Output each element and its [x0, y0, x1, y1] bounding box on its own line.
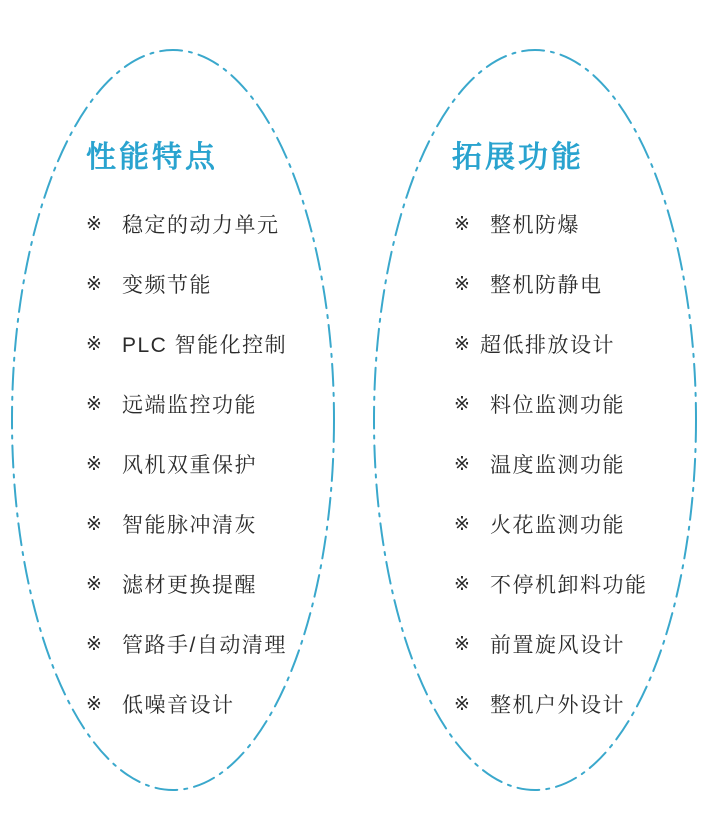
bullet-icon: ※: [454, 633, 470, 655]
list-item: [86, 314, 287, 374]
list-item: [454, 374, 648, 434]
list-item-label: 整机防爆: [490, 214, 580, 237]
list-item-label: 稳定的动力单元: [122, 214, 280, 237]
list-item-label: 火花监测功能: [490, 514, 625, 537]
panel-title-extended: 拓展功能: [452, 141, 584, 174]
bullet-icon: ※: [86, 213, 102, 235]
bullet-icon: ※: [86, 633, 102, 655]
bullet-icon: ※: [86, 693, 102, 715]
list-item: [86, 374, 287, 434]
bullet-icon: ※: [454, 573, 470, 595]
list-item: [86, 674, 287, 734]
bullet-icon: ※: [454, 693, 470, 715]
list-item-label: 料位监测功能: [490, 394, 625, 417]
list-item: [454, 614, 648, 674]
list-item: [86, 614, 287, 674]
list-item: [454, 314, 648, 374]
list-item-label: 超低排放设计: [480, 334, 615, 357]
list-item-label: 低噪音设计: [122, 694, 235, 717]
bullet-icon: ※: [454, 453, 470, 475]
list-item-label: 整机防静电: [490, 274, 603, 297]
list-item: [454, 674, 648, 734]
panel-performance-features: [8, 46, 338, 794]
list-item: [86, 254, 287, 314]
list-item: [454, 434, 648, 494]
list-item-label: 温度监测功能: [490, 454, 625, 477]
panel-extended-functions: [370, 46, 700, 794]
bullet-icon: ※: [454, 393, 470, 415]
bullet-icon: ※: [454, 333, 470, 355]
bullet-icon: ※: [86, 573, 102, 595]
bullet-icon: ※: [454, 273, 470, 295]
list-item-label: PLC 智能化控制: [122, 334, 288, 357]
list-item: [86, 554, 287, 614]
panel-title-performance: 性能特点: [86, 141, 218, 174]
list-item: [454, 254, 648, 314]
bullet-icon: ※: [86, 393, 102, 415]
feature-list-extended: [454, 194, 648, 734]
list-item: [86, 194, 287, 254]
list-item: [86, 434, 287, 494]
list-item: [454, 194, 648, 254]
bullet-icon: ※: [454, 213, 470, 235]
list-item-label: 管路手/自动清理: [122, 634, 287, 657]
bullet-icon: ※: [86, 333, 102, 355]
list-item-label: 变频节能: [122, 274, 212, 297]
list-item: [86, 494, 287, 554]
list-item-label: 前置旋风设计: [490, 634, 625, 657]
bullet-icon: ※: [86, 513, 102, 535]
bullet-icon: ※: [86, 273, 102, 295]
list-item-label: 远端监控功能: [122, 394, 257, 417]
list-item-label: 不停机卸料功能: [490, 574, 648, 597]
bullet-icon: ※: [454, 513, 470, 535]
list-item: [454, 554, 648, 614]
list-item-label: 智能脉冲清灰: [122, 514, 257, 537]
list-item-label: 滤材更换提醒: [122, 574, 257, 597]
list-item: [454, 494, 648, 554]
feature-list-performance: [86, 194, 287, 734]
bullet-icon: ※: [86, 453, 102, 475]
list-item-label: 整机户外设计: [490, 694, 625, 717]
list-item-label: 风机双重保护: [122, 454, 257, 477]
